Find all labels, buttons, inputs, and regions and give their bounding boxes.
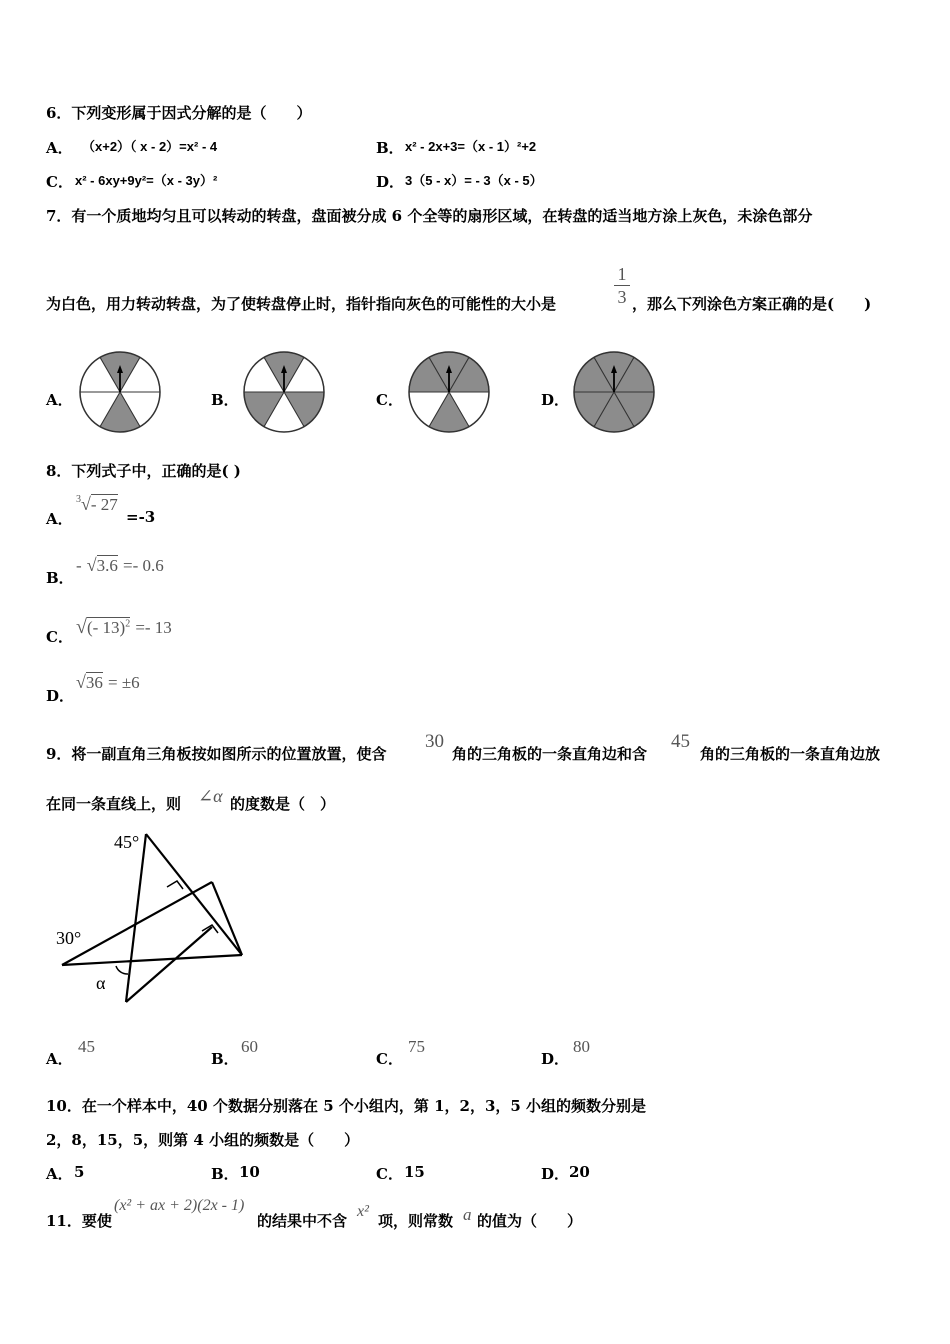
q11-const: a [463, 1205, 472, 1224]
q9-option-d: 80 [573, 1037, 590, 1056]
q9-stem-b: 角的三角板的一条直角边和含 [452, 745, 648, 763]
q8-b-prefix: - [76, 556, 82, 575]
q7-fraction-den: 3 [617, 287, 627, 307]
q9-stem-line2b: 的度数是（ ） [230, 795, 336, 813]
triangle30-hypotenuse [62, 882, 212, 965]
q6-option-a: （x+2）（ x - 2）=x² - 4 [82, 139, 218, 154]
q6-option-d-label[interactable]: D． [376, 173, 405, 191]
q6-stem: 6．下列变形属于因式分解的是（ ） [46, 104, 312, 122]
q6-option-c-label[interactable]: C． [46, 173, 73, 191]
q8-option-d-label[interactable]: D． [46, 687, 75, 705]
q7-option-a-label[interactable]: A． [46, 391, 73, 409]
triangle30-base [62, 955, 242, 965]
q9-figure [50, 826, 250, 1010]
q8-option-b-label[interactable]: B． [46, 569, 74, 587]
right-angle-mark-1 [167, 881, 183, 889]
alpha-arc [116, 966, 128, 974]
q8-c-rhs: =- 13 [135, 618, 172, 637]
q9-option-c: 75 [408, 1037, 425, 1056]
q8-d-radical-sign: √ [76, 672, 86, 692]
q10-option-a-label[interactable]: A． [46, 1165, 73, 1183]
q11-stem-a: 11．要使 [46, 1212, 112, 1230]
q8-b-radicand: 3.6 [96, 556, 118, 575]
q10-option-a: 5 [74, 1163, 85, 1181]
q9-option-b: 60 [241, 1037, 258, 1056]
triangle45-leg [126, 834, 146, 1002]
q9-angle-45: 45 [671, 731, 690, 752]
q7-stem-line2b: ，那么下列涂色方案正确的是( ) [632, 295, 872, 313]
q7-fraction-num: 1 [617, 264, 627, 284]
q9-stem-line2a: 在同一条直线上，则 [46, 795, 182, 813]
q7-option-c-label[interactable]: C． [376, 391, 403, 409]
q7-option-b-label[interactable]: B． [211, 391, 239, 409]
q11-stem-b: 的结果中不含 [257, 1212, 348, 1230]
q9-option-a: 45 [78, 1037, 95, 1056]
q7-spinner-c[interactable] [407, 350, 491, 434]
q8-a-rhs: =-3 [126, 508, 156, 526]
q10-stem-line1: 10．在一个样本中，40 个数据分别落在 5 个小组内，第 1，2，3，5 小组的频数分别是 [46, 1097, 647, 1115]
q8-b-radical-sign: √ [86, 555, 97, 575]
q6-option-c: x² - 6xy+9y²=（x - 3y）² [75, 173, 218, 188]
q8-c-radicand [87, 617, 130, 637]
q6-option-a-label[interactable]: A． [46, 139, 73, 157]
q8-a-index: 3 [76, 494, 81, 505]
q8-b-rhs: =- 0.6 [123, 556, 164, 575]
q7-fraction-bar [614, 285, 630, 286]
q8-stem: 8．下列式子中，正确的是( ) [46, 462, 241, 480]
q7-spinner-d[interactable] [572, 350, 656, 434]
q8-a-radical-sign: √ [81, 494, 91, 514]
q10-option-c-label[interactable]: C． [376, 1165, 403, 1183]
q6-option-b: x² - 2x+3=（x - 1）²+2 [405, 139, 537, 154]
q11-stem-c: 项，则常数 [378, 1212, 454, 1230]
q7-stem-line1: 7．有一个质地均匀且可以转动的转盘，盘面被分成 6 个全等的扇形区域，在转盘的适当地方涂上灰色，未涂色部分 [46, 207, 813, 225]
q10-stem-line2: 2，8，15，5，则第 4 小组的频数是（ ） [46, 1131, 360, 1149]
q7-spinner-b[interactable] [242, 350, 326, 434]
q9-option-a-label[interactable]: A． [46, 1050, 73, 1068]
q8-option-c-label[interactable]: C． [46, 628, 73, 646]
q7-fraction [614, 264, 630, 307]
q8-c-base: (- 13) [86, 618, 126, 637]
q9-angle-30: 30 [425, 731, 444, 752]
q8-a-radicand: - 27 [90, 495, 118, 514]
q10-option-d-label[interactable]: D． [541, 1165, 570, 1183]
q10-option-b-label[interactable]: B． [211, 1165, 239, 1183]
q11-stem-d: 的值为（ ） [477, 1212, 583, 1230]
q6-option-d: 3（5 - x）= - 3（x - 5） [405, 173, 543, 188]
label-45: 45° [114, 832, 140, 852]
q8-c-exponent: 2 [125, 618, 131, 630]
triangle45-hypotenuse [146, 834, 242, 955]
q11-term: x² [357, 1203, 369, 1220]
q8-option-c [76, 616, 172, 639]
q9-option-b-label[interactable]: B． [211, 1050, 239, 1068]
q7-option-d-label[interactable]: D． [541, 391, 570, 409]
label-alpha: α [96, 973, 106, 993]
label-30: 30° [56, 928, 82, 948]
q8-d-radicand: 36 [85, 673, 103, 692]
q8-option-d [76, 672, 140, 693]
q9-angle-alpha: ∠α [198, 786, 223, 806]
q10-option-b: 10 [239, 1163, 260, 1181]
q7-stem-line2a: 为白色，用力转动转盘，为了使转盘停止时，指针指向灰色的可能性的大小是 [46, 295, 557, 313]
q6-option-b-label[interactable]: B． [376, 139, 404, 157]
q8-option-a [76, 494, 118, 515]
q10-option-d: 20 [569, 1163, 590, 1181]
q9-option-d-label[interactable]: D． [541, 1050, 570, 1068]
q10-option-c: 15 [404, 1163, 425, 1181]
triangle45-other-leg [126, 927, 212, 1002]
q8-option-b [76, 555, 164, 576]
triangle30-leg [212, 882, 242, 955]
q9-stem-a: 9．将一副直角三角板按如图所示的位置放置，使含 [46, 745, 387, 763]
q11-expression: (x² + ax + 2)(2x - 1) [114, 1197, 245, 1214]
q8-d-rhs: = ±6 [107, 673, 140, 692]
q9-option-c-label[interactable]: C． [376, 1050, 403, 1068]
q9-stem-c: 角的三角板的一条直角边放 [700, 745, 881, 763]
q8-option-a-label[interactable]: A． [46, 510, 73, 528]
q7-spinner-a[interactable] [78, 350, 162, 434]
q8-c-radical-sign: √ [76, 616, 87, 638]
